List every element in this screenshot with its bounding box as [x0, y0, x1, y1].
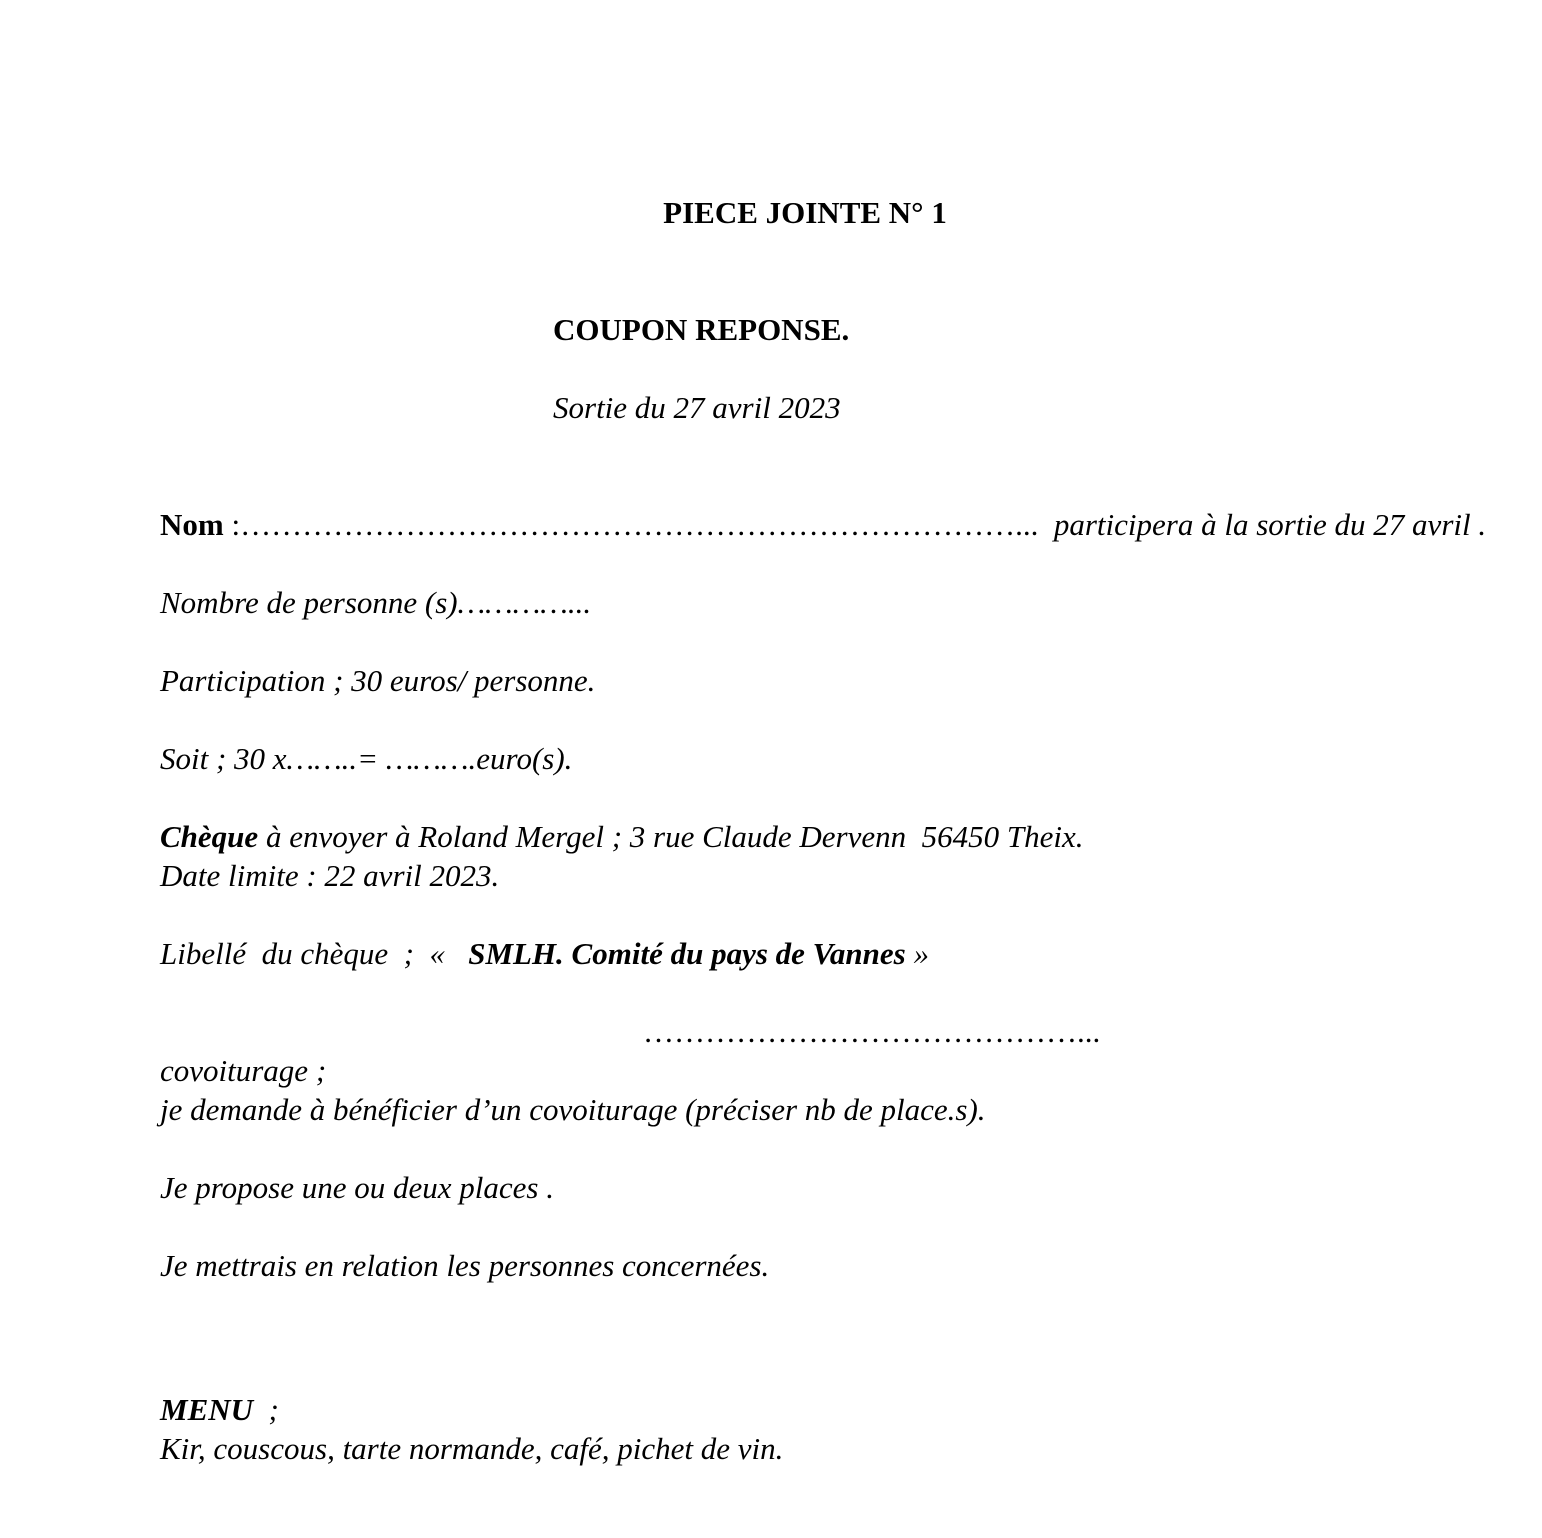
- covoiturage-line: covoiturage ;: [160, 1053, 327, 1088]
- menu-separator: ;: [253, 1392, 279, 1427]
- cheque-label: Chèque: [160, 819, 259, 854]
- nom-label: Nom: [160, 507, 224, 542]
- event-date-line: Sortie du 27 avril 2023: [553, 390, 841, 425]
- propose-places-line: Je propose une ou deux places .: [160, 1170, 554, 1205]
- cheque-line: [160, 817, 1542, 856]
- nom-participation-text: participera à la sortie du 27 avril .: [1038, 507, 1487, 542]
- page-title: PIECE JOINTE N° 1: [663, 195, 947, 230]
- mise-en-relation-line: Je mettrais en relation les personnes concernées.: [160, 1248, 770, 1283]
- libelle-prefix: Libellé du chèque ; «: [160, 936, 469, 971]
- libelle-cheque-line: [160, 934, 1542, 973]
- covoiturage-demande-line: je demande à bénéficier d’un covoiturage (préciser nb de place.s).: [160, 1092, 986, 1127]
- nombre-personnes-line: Nombre de personne (s)…………...: [160, 585, 592, 620]
- coupon-title: COUPON REPONSE.: [553, 312, 850, 347]
- cheque-address-text: à envoyer à Roland Mergel ; 3 rue Claude Dervenn 56450 Theix.: [258, 819, 1084, 854]
- libelle-suffix: »: [905, 936, 929, 971]
- libelle-payee-name: SMLH. Comité du pays de Vannes: [468, 936, 906, 971]
- participation-line: Participation ; 30 euros/ personne.: [160, 663, 596, 698]
- menu-label: MENU: [160, 1392, 254, 1427]
- menu-heading-line: [160, 1390, 1542, 1429]
- dotted-blank-line: ……………………………………...: [643, 1014, 1101, 1049]
- menu-items-line: Kir, couscous, tarte normande, café, pichet de vin.: [160, 1431, 784, 1466]
- date-limite-line: Date limite : 22 avril 2023.: [160, 858, 500, 893]
- nom-line: [160, 505, 1542, 544]
- soit-total-line: Soit ; 30 x……..= ……….euro(s).: [160, 741, 573, 776]
- nom-dotted-blank: :…………………………………………………………………...: [223, 507, 1039, 542]
